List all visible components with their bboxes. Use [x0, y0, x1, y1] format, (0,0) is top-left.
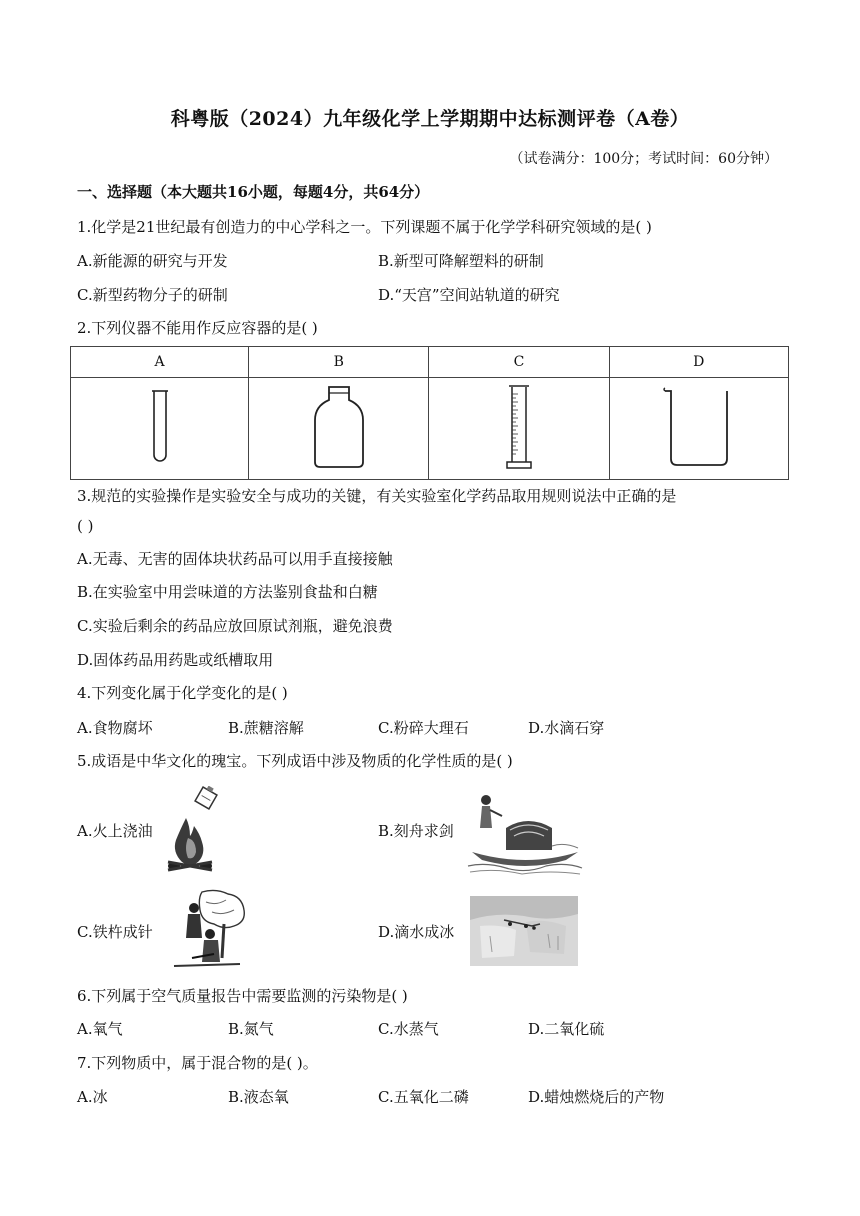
question-3-stem-paren: ( ) [77, 517, 94, 535]
graduated-cylinder-icon [499, 382, 539, 472]
question-1-stem: 1.化学是21世纪最有创造力的中心学科之一。下列课题不属于化学学科研究领域的是( ) [77, 218, 652, 236]
question-5-option-c: C.铁杵成针 [77, 923, 153, 941]
question-1-option-d: D.“天宫”空间站轨道的研究 [378, 286, 560, 304]
instrument-header-c: C [429, 347, 609, 378]
instrument-cell-a [71, 378, 249, 480]
question-6-option-c: C.水蒸气 [378, 1020, 439, 1038]
question-1-option-c: C.新型药物分子的研制 [77, 286, 228, 304]
question-4-option-b: B.蔗糖溶解 [228, 719, 304, 737]
question-1-option-a: A.新能源的研究与开发 [77, 252, 228, 270]
question-2-stem: 2.下列仪器不能用作反应容器的是( ) [77, 319, 318, 337]
test-tube-icon [145, 387, 175, 467]
question-5-option-b: B.刻舟求剑 [378, 822, 454, 840]
question-3-option-a: A.无毒、无害的固体块状药品可以用手直接接触 [77, 550, 393, 568]
boat-sword-illustration [466, 786, 584, 880]
reagent-bottle-icon [309, 384, 369, 470]
question-1-option-b: B.新型可降解塑料的研制 [378, 252, 544, 270]
question-3-option-d: D.固体药品用药匙或纸槽取用 [77, 651, 274, 669]
question-3-option-b: B.在实验室中用尝味道的方法鉴别食盐和白糖 [77, 583, 378, 601]
question-6-stem: 6.下列属于空气质量报告中需要监测的污染物是( ) [77, 987, 408, 1005]
question-4-option-a: A.食物腐坏 [77, 719, 153, 737]
question-6-option-d: D.二氧化硫 [528, 1020, 605, 1038]
question-7-option-a: A.冰 [77, 1088, 108, 1106]
instrument-cell-b [249, 378, 429, 480]
page-title: 科粤版（2024）九年级化学上学期期中达标测评卷（A卷） [170, 108, 690, 130]
question-4-option-d: D.水滴石穿 [528, 719, 605, 737]
instrument-header-b: B [249, 347, 429, 378]
question-6-option-a: A.氧气 [77, 1020, 123, 1038]
fire-oil-illustration [160, 786, 222, 880]
instrument-header-a: A [71, 347, 249, 378]
water-ice-illustration [470, 896, 578, 970]
iron-needle-illustration [166, 888, 248, 976]
question-3-option-c: C.实验后剩余的药品应放回原试剂瓶，避免浪费 [77, 617, 393, 635]
question-3-stem: 3.规范的实验操作是实验安全与成功的关键，有关实验室化学药品取用规则说法中正确的是 [77, 487, 677, 505]
question-5-option-a: A.火上浇油 [77, 822, 153, 840]
question-7-option-c: C.五氧化二磷 [378, 1088, 469, 1106]
question-5-option-d: D.滴水成冰 [378, 923, 455, 941]
instrument-cell-d [609, 378, 788, 480]
question-7-option-d: D.蜡烛燃烧后的产物 [528, 1088, 665, 1106]
instrument-table [70, 346, 789, 480]
question-4-stem: 4.下列变化属于化学变化的是( ) [77, 684, 288, 702]
question-6-option-b: B.氮气 [228, 1020, 274, 1038]
question-4-option-c: C.粉碎大理石 [378, 719, 469, 737]
question-7-option-b: B.液态氧 [228, 1088, 289, 1106]
instrument-header-d: D [609, 347, 788, 378]
section-heading: 一、选择题（本大题共16小题，每题4分，共64分） [77, 183, 430, 201]
instrument-cell-c [429, 378, 609, 480]
beaker-icon [659, 385, 739, 469]
exam-info: （试卷满分：100分；考试时间：60分钟） [509, 151, 778, 167]
question-5-stem: 5.成语是中华文化的瑰宝。下列成语中涉及物质的化学性质的是( ) [77, 752, 513, 770]
question-7-stem: 7.下列物质中，属于混合物的是( )。 [77, 1054, 318, 1072]
